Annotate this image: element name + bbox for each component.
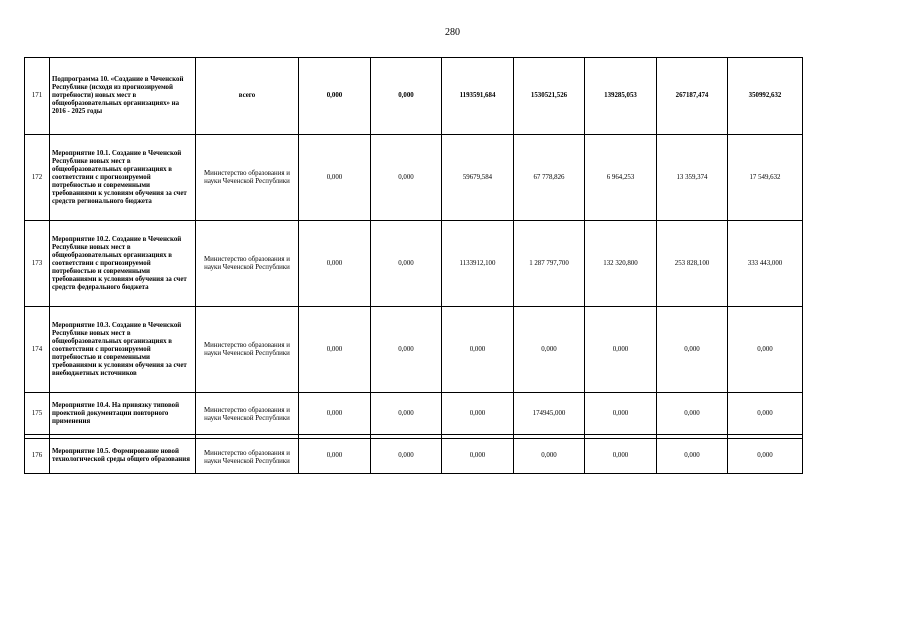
table-row	[25, 307, 803, 393]
value-cell: 0,000	[728, 393, 803, 435]
row-number: 175	[25, 393, 50, 435]
value-cell: 350992,632	[728, 58, 803, 135]
row-number: 176	[25, 439, 50, 474]
value-cell: 0,000	[657, 439, 728, 474]
row-name: Мероприятие 10.2. Создание в Чеченской Республике новых мест в общеобразовательных организациях в соответствии с прогнозируемой потребностью и современными требованиями к условиям обучения за счет средств федерального бюджета	[50, 221, 196, 307]
budget-table	[24, 57, 803, 474]
value-cell: 0,000	[371, 393, 442, 435]
table-row	[25, 221, 803, 307]
table-row	[25, 135, 803, 221]
value-cell: 0,000	[585, 393, 657, 435]
value-cell: 253 828,100	[657, 221, 728, 307]
value-cell: 0,000	[728, 307, 803, 393]
row-executor: всего	[196, 58, 299, 135]
value-cell: 0,000	[299, 135, 371, 221]
value-cell: 1133912,100	[442, 221, 514, 307]
value-cell: 0,000	[442, 439, 514, 474]
value-cell: 67 778,826	[514, 135, 585, 221]
value-cell: 0,000	[371, 439, 442, 474]
value-cell: 0,000	[514, 439, 585, 474]
value-cell: 13 359,374	[657, 135, 728, 221]
row-number: 172	[25, 135, 50, 221]
value-cell: 0,000	[442, 393, 514, 435]
value-cell: 139285,053	[585, 58, 657, 135]
value-cell: 1 287 797,700	[514, 221, 585, 307]
row-name: Мероприятие 10.3. Создание в Чеченской Республике новых мест в общеобразовательных организациях в соответствии с прогнозируемой потребностью и современными требованиями к условиям обучения за счет внебюджетных источников	[50, 307, 196, 393]
row-executor: Министерство образования и науки Чеченской Республики	[196, 439, 299, 474]
value-cell: 0,000	[371, 135, 442, 221]
table-row	[25, 58, 803, 135]
row-number: 171	[25, 58, 50, 135]
value-cell: 6 964,253	[585, 135, 657, 221]
row-name: Подпрограмма 10. «Создание в Чеченской Республике (исходя из прогнозируемой потребности) новых мест в общеобразовательных организациях» на 2016 - 2025 годы	[50, 58, 196, 135]
value-cell: 59679,584	[442, 135, 514, 221]
value-cell: 0,000	[299, 439, 371, 474]
row-executor: Министерство образования и науки Чеченской Республики	[196, 221, 299, 307]
value-cell: 333 443,000	[728, 221, 803, 307]
value-cell: 0,000	[442, 307, 514, 393]
value-cell: 0,000	[299, 58, 371, 135]
table-row	[25, 393, 803, 435]
value-cell: 267187,474	[657, 58, 728, 135]
row-name: Мероприятие 10.5. Формирование новой технологической среды общего образования	[50, 439, 196, 474]
row-number: 174	[25, 307, 50, 393]
value-cell: 0,000	[657, 393, 728, 435]
value-cell: 0,000	[371, 221, 442, 307]
value-cell: 1193591,684	[442, 58, 514, 135]
row-executor: Министерство образования и науки Чеченской Республики	[196, 393, 299, 435]
value-cell: 132 320,800	[585, 221, 657, 307]
value-cell: 0,000	[371, 58, 442, 135]
value-cell: 0,000	[585, 307, 657, 393]
table-row	[25, 439, 803, 474]
value-cell: 17 549,632	[728, 135, 803, 221]
row-executor: Министерство образования и науки Чеченской Республики	[196, 135, 299, 221]
row-number: 173	[25, 221, 50, 307]
value-cell: 1530521,526	[514, 58, 585, 135]
value-cell: 0,000	[299, 307, 371, 393]
value-cell: 0,000	[514, 307, 585, 393]
row-executor: Министерство образования и науки Чеченской Республики	[196, 307, 299, 393]
value-cell: 0,000	[728, 439, 803, 474]
value-cell: 0,000	[371, 307, 442, 393]
page-number: 280	[445, 27, 460, 38]
value-cell: 0,000	[299, 221, 371, 307]
row-name: Мероприятие 10.1. Создание в Чеченской Республике новых мест в общеобразовательных организациях в соответствии с прогнозируемой потребностью и современными требованиями к условиям обучения за счет средств регионального бюджета	[50, 135, 196, 221]
value-cell: 0,000	[585, 439, 657, 474]
value-cell: 174945,000	[514, 393, 585, 435]
value-cell: 0,000	[299, 393, 371, 435]
value-cell: 0,000	[657, 307, 728, 393]
row-name: Мероприятие 10.4. На привязку типовой проектной документации повторного применения	[50, 393, 196, 435]
